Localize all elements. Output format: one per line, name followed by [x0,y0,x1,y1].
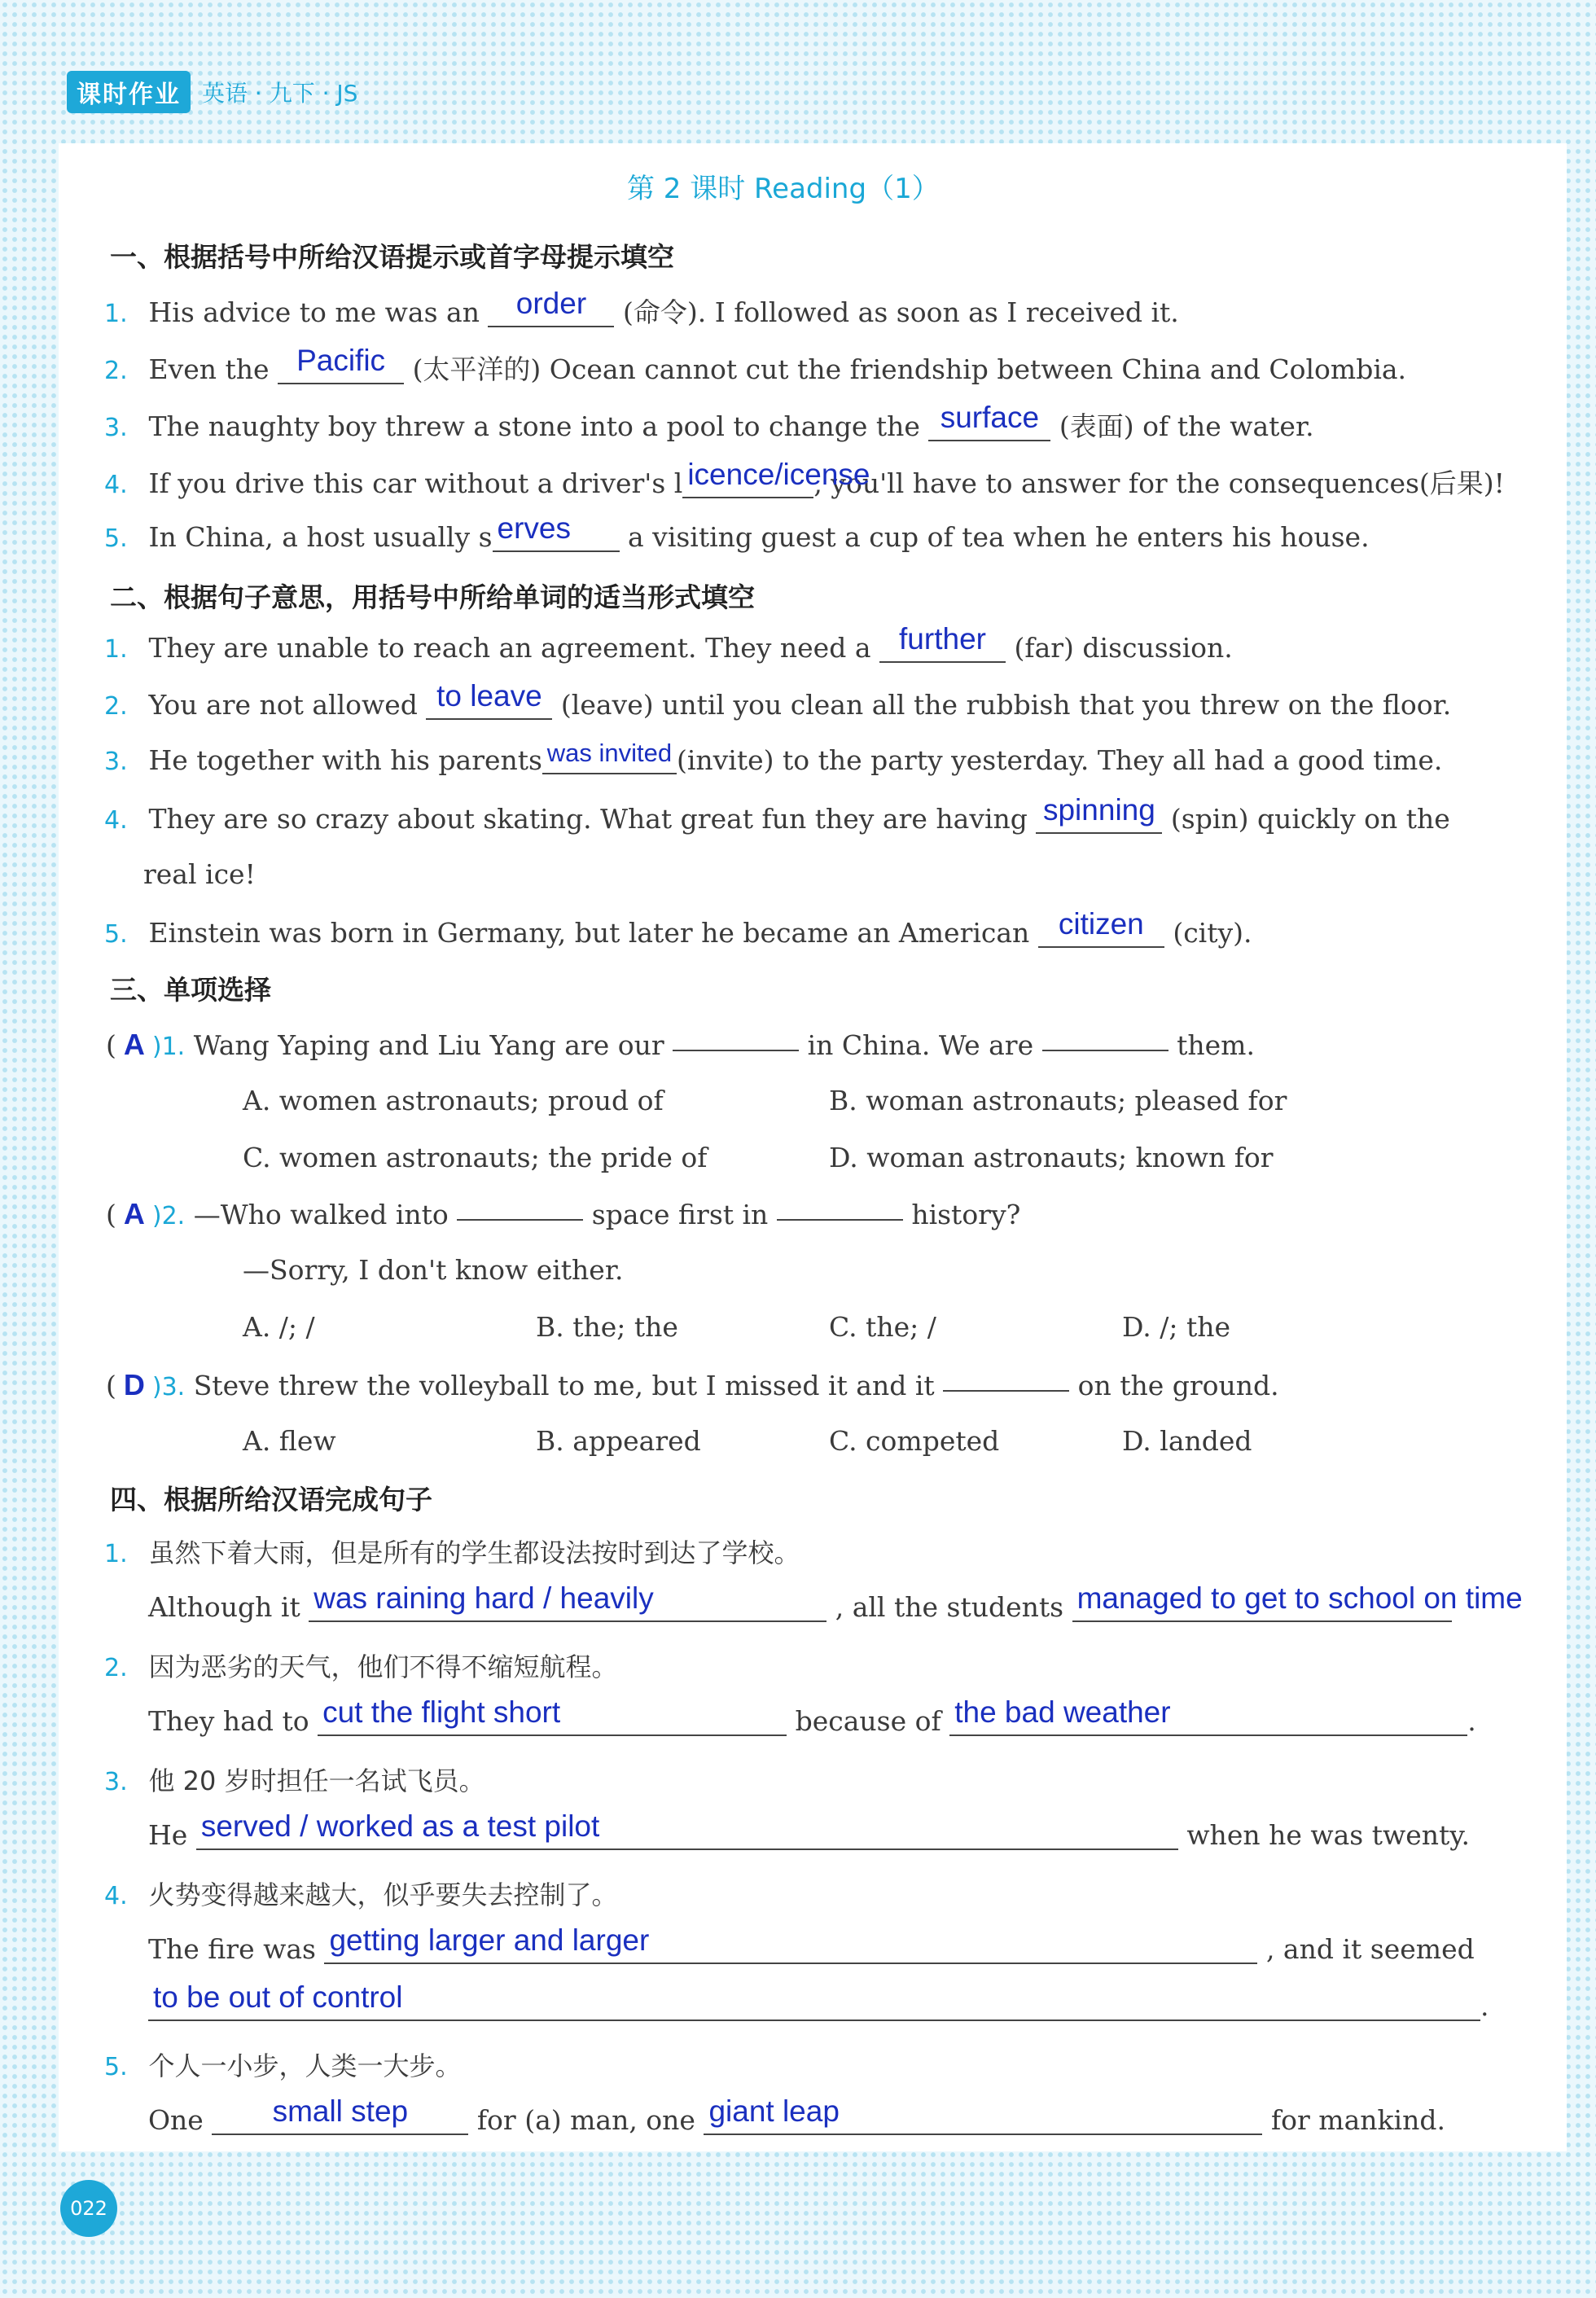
s1-q5 [104,511,1370,555]
question-number: 1. [104,635,128,664]
sentence-text: when he was twenty. [1186,1819,1471,1851]
s2-q4-cont: real ice! [143,858,256,890]
handwritten-answer: Pacific [296,344,386,377]
option-a[interactable]: A. women astronauts; proud of [243,1085,664,1116]
answer-blank[interactable] [1036,793,1162,834]
chinese-prompt: 虽然下着大雨，但是所有的学生都设法按时到达了学校。 [148,1537,800,1568]
answer-blank[interactable] [212,2094,468,2135]
blank [1042,1050,1168,1051]
handwritten-answer: cut the flight short [322,1695,561,1729]
option-a[interactable]: A. flew [243,1425,336,1457]
question-text: on the ground. [1077,1370,1279,1401]
header [67,72,357,112]
question-text: (far) discussion. [1014,632,1233,664]
s3-q3: ( D )3. Steve threw the volleyball to me, but I missed it and it on the ground. [106,1368,1279,1401]
handwritten-answer: citizen [1058,907,1144,941]
handwritten-answer: erves [497,511,571,545]
question-text: Einstein was born in Germany, but later he became an American [148,917,1030,949]
answer-blank[interactable] [278,344,404,384]
question-text: He together with his parents [148,744,542,776]
chinese-prompt: 火势变得越来越大，似乎要失去控制了。 [148,1879,618,1910]
handwritten-answer: to be out of control [153,1980,403,2014]
answer-blank[interactable] [324,1923,1257,1964]
s3-q2: ( A )2. —Who walked into space first in history? [106,1197,1021,1230]
answer-mark[interactable]: A [123,1197,145,1230]
s2-q3 [104,739,1443,778]
question-number: 2. [104,357,128,385]
s1-q4 [104,458,1505,502]
sentence-text: Although it [148,1591,300,1623]
option-d[interactable]: D. landed [1122,1425,1252,1457]
handwritten-answer: giant leap [708,2094,840,2128]
question-text: The naughty boy threw a stone into a pool to change the [148,410,920,442]
question-text: Wang Yaping and Liu Yang are our [193,1029,664,1061]
section-2-heading: 二、根据句子意思，用括号中所给单词的适当形式填空 [110,581,755,613]
s2-q2 [104,679,1452,723]
question-text: a visiting guest a cup of tea when he enters his house. [628,521,1370,553]
answer-blank[interactable] [682,458,870,498]
s4-q2-prompt [104,1647,618,1684]
sentence-text: because of [795,1705,941,1737]
question-number: 5. [104,920,128,949]
question-text: They are unable to reach an agreement. They need a [148,632,871,664]
handwritten-answer: getting larger and larger [329,1923,650,1957]
sentence-text: One [148,2104,204,2136]
question-text: history? [911,1199,1021,1230]
s4-q4-prompt [104,1875,618,1912]
handwritten-answer: the bad weather [954,1695,1171,1729]
blank [943,1390,1069,1392]
s2-q4 [104,793,1450,837]
answer-blank[interactable] [318,1695,787,1736]
question-number: 3. [104,748,128,776]
answer-blank[interactable] [426,679,552,720]
question-text: in China. We are [807,1029,1034,1061]
handwritten-answer: small step [272,2094,409,2128]
chinese-prompt: 因为恶劣的天气，他们不得不缩短航程。 [148,1651,618,1682]
question-number: 1. [104,1540,128,1568]
blank [673,1050,799,1051]
sentence-text: . [1467,1705,1476,1737]
answer-blank[interactable] [488,287,614,327]
answer-blank[interactable] [309,1581,826,1622]
dialogue-reply: —Sorry, I don't know either. [243,1254,624,1286]
s4-q1-prompt [104,1533,800,1570]
sentence-text: for (a) man, one [476,2104,695,2136]
handwritten-answer: spinning [1042,793,1155,827]
brand-logo: 课时作业 [67,71,191,113]
question-number: 2. [104,692,128,721]
sentence-text: , and it seemed [1265,1933,1475,1965]
handwritten-answer: was invited [546,739,673,767]
question-text: If you drive this car without a driver's l [148,467,683,499]
handwritten-answer: served / worked as a test pilot [200,1809,600,1843]
s1-q1 [104,287,1179,331]
answer-blank[interactable] [148,1980,1480,2021]
page-number: 022 [60,2180,117,2237]
header-subtitle: 英语 · 九下 · JS [202,80,358,107]
question-text: space first in [591,1199,769,1230]
question-text: (命令). I followed as soon as I received it. [622,296,1179,328]
answer-blank[interactable] [542,741,677,774]
s2-q5 [104,907,1252,951]
sentence-text: They had to [148,1705,309,1737]
section-4-heading: 四、根据所给汉语完成句子 [110,1484,432,1515]
section-1-heading: 一、根据括号中所给汉语提示或首字母提示填空 [110,241,674,273]
section-3-heading: 三、单项选择 [110,974,271,1006]
handwritten-answer: was raining hard / heavily [314,1581,654,1615]
answer-blank[interactable] [1038,907,1164,948]
question-text: (leave) until you clean all the rubbish that you threw on the floor. [560,689,1452,721]
question-number: )2. [151,1202,186,1230]
s4-q5-prompt [104,2046,462,2083]
question-text: Even the [148,353,270,385]
lesson-title: 第 2 课时 Reading（1） [627,173,940,205]
option-b[interactable]: B. woman astronauts; pleased for [829,1085,1287,1116]
handwritten-answer: surface [940,401,1040,434]
option-c[interactable]: C. competed [829,1425,1000,1457]
answer-blank[interactable] [704,2094,1262,2135]
question-text: (spin) quickly on the [1170,803,1450,835]
s1-q2 [104,344,1407,388]
s4-q4-answer [148,1923,1475,1967]
question-number: )1. [151,1033,186,1061]
answer-blank[interactable] [1072,1581,1523,1622]
option-a[interactable]: A. /; / [243,1311,315,1343]
question-text: them. [1177,1029,1255,1061]
s3-q1: ( A )1. Wang Yaping and Liu Yang are our in China. We are them. [106,1028,1255,1061]
s4-q1-answer [148,1581,1523,1625]
s1-q3 [104,401,1314,445]
handwritten-answer: order [515,287,587,320]
question-text: In China, a host usually s [148,521,493,553]
blank [457,1219,583,1221]
sentence-text: . [1480,1990,1489,2022]
handwritten-answer: icence/icense [687,458,870,491]
question-text: You are not allowed [148,689,418,721]
question-number: 2. [104,1654,128,1682]
question-text: They are so crazy about skating. What great fun they are having [148,803,1028,835]
chinese-prompt: 个人一小步，人类一大步。 [148,2050,462,2081]
handwritten-answer: further [899,622,986,656]
option-b[interactable]: B. the; the [536,1311,678,1343]
s4-q5-answer [148,2094,1445,2138]
question-text: , you'll have to answer for the consequences(后果)! [813,467,1505,499]
question-number: )3. [151,1373,186,1401]
sentence-text: , all the students [835,1591,1064,1623]
sentence-text: He [148,1819,188,1851]
handwritten-answer: managed to get to school on time [1076,1581,1523,1615]
question-number: 3. [104,414,128,442]
blank [777,1219,903,1221]
handwritten-answer: to leave [436,679,542,713]
question-number: 4. [104,1882,128,1910]
question-number: 3. [104,1768,128,1796]
answer-blank[interactable] [949,1695,1467,1736]
answer-blank[interactable] [928,401,1050,441]
question-text: —Who walked into [193,1199,449,1230]
question-text: His advice to me was an [148,296,480,328]
question-text: (invite) to the party yesterday. They all had a good time. [676,744,1443,776]
question-text: (太平洋的) Ocean cannot cut the friendship between China and Colombia. [412,353,1407,385]
sentence-text: The fire was [148,1933,316,1965]
answer-blank[interactable] [493,511,620,552]
s4-q3-prompt [104,1761,485,1798]
question-number: 1. [104,300,128,328]
option-c[interactable]: C. women astronauts; the pride of [243,1142,708,1173]
question-number: 4. [104,806,128,835]
question-text: (表面) of the water. [1059,410,1314,442]
question-number: 5. [104,524,128,553]
chinese-prompt: 他 20 岁时担任一名试飞员。 [148,1765,485,1796]
answer-mark[interactable]: D [123,1368,145,1401]
question-number: 5. [104,2053,128,2081]
s2-q1 [104,622,1233,666]
sentence-text: for mankind. [1270,2104,1445,2136]
s4-q3-answer [148,1809,1471,1853]
option-b[interactable]: B. appeared [536,1425,701,1457]
answer-blank[interactable] [196,1809,1178,1850]
question-text: (city). [1173,917,1252,949]
answer-mark[interactable]: A [123,1028,145,1061]
question-text: Steve threw the volleyball to me, but I missed it and it [193,1370,935,1401]
answer-blank[interactable] [879,622,1006,663]
s4-q4-answer-cont [148,1980,1489,2024]
option-c[interactable]: C. the; / [829,1311,936,1343]
question-number: 4. [104,471,128,499]
option-d[interactable]: D. woman astronauts; known for [829,1142,1274,1173]
s4-q2-answer [148,1695,1476,1739]
option-d[interactable]: D. /; the [1122,1311,1231,1343]
